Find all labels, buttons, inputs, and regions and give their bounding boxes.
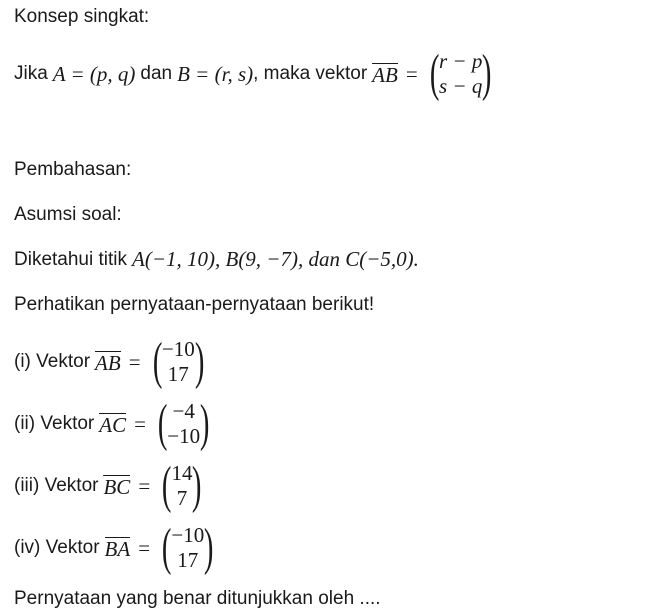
vector-top: r − p (439, 49, 483, 73)
point-a: A = (p, q) (52, 61, 136, 86)
statement-iii (14, 457, 206, 514)
equals-sign: = (138, 535, 151, 560)
instruction: Perhatikan pernyataan-pernyataan berikut! (14, 294, 375, 315)
statement-label: (ii) Vektor (14, 413, 95, 434)
vector-bottom: −10 (167, 424, 201, 448)
rule-mid: , maka vektor (253, 63, 368, 84)
statement-vector-name: AC (99, 412, 127, 437)
statement-label: (iii) Vektor (14, 475, 99, 496)
statement-ii (14, 395, 213, 452)
and-word: dan (140, 63, 173, 84)
rule-prefix: Jika (14, 63, 48, 84)
column-vector: ( −4 −10 ) (157, 395, 210, 452)
statement-label: (iv) Vektor (14, 537, 100, 558)
assumption-label: Asumsi soal: (14, 204, 122, 225)
known-prefix: Diketahui titik (14, 248, 127, 270)
statement-iv (14, 519, 218, 576)
statement-i (14, 333, 208, 390)
column-vector: ( −10 17 ) (152, 333, 205, 390)
question-text: Pernyataan yang benar ditunjukkan oleh .... (14, 588, 381, 609)
discussion-heading: Pembahasan: (14, 159, 132, 180)
equals-sign: = (405, 61, 418, 86)
equals-sign: = (128, 349, 141, 374)
vector-bottom: 17 (177, 548, 199, 572)
statement-vector-name: BC (103, 474, 131, 499)
equals-sign: = (138, 473, 151, 498)
vector-top: −10 (161, 337, 195, 361)
known-points: A(−1, 10), B(9, −7), dan C(−5,0). (132, 247, 419, 271)
known-points-line (14, 247, 419, 272)
point-b: B = (r, s) (177, 61, 254, 86)
statement-vector-name: AB (95, 350, 121, 375)
statement-label: (i) Vektor (14, 351, 91, 372)
vector-bottom: s − q (439, 74, 483, 98)
statement-vector-name: BA (104, 536, 131, 561)
vector-top: −10 (171, 523, 205, 547)
vector-name: AB (372, 62, 398, 87)
vector-top: 14 (171, 461, 193, 485)
vector-top: −4 (172, 399, 195, 423)
vector-bottom: 17 (167, 362, 189, 386)
concept-heading: Konsep singkat: (14, 6, 150, 27)
column-vector: ( −10 17 ) (161, 519, 214, 576)
vector-bottom: 7 (176, 486, 188, 510)
equals-sign: = (134, 411, 146, 436)
column-vector: ( 14 7 ) (162, 457, 202, 514)
concept-rule (14, 45, 496, 102)
column-vector: ( r − p s − q ) (429, 45, 492, 102)
